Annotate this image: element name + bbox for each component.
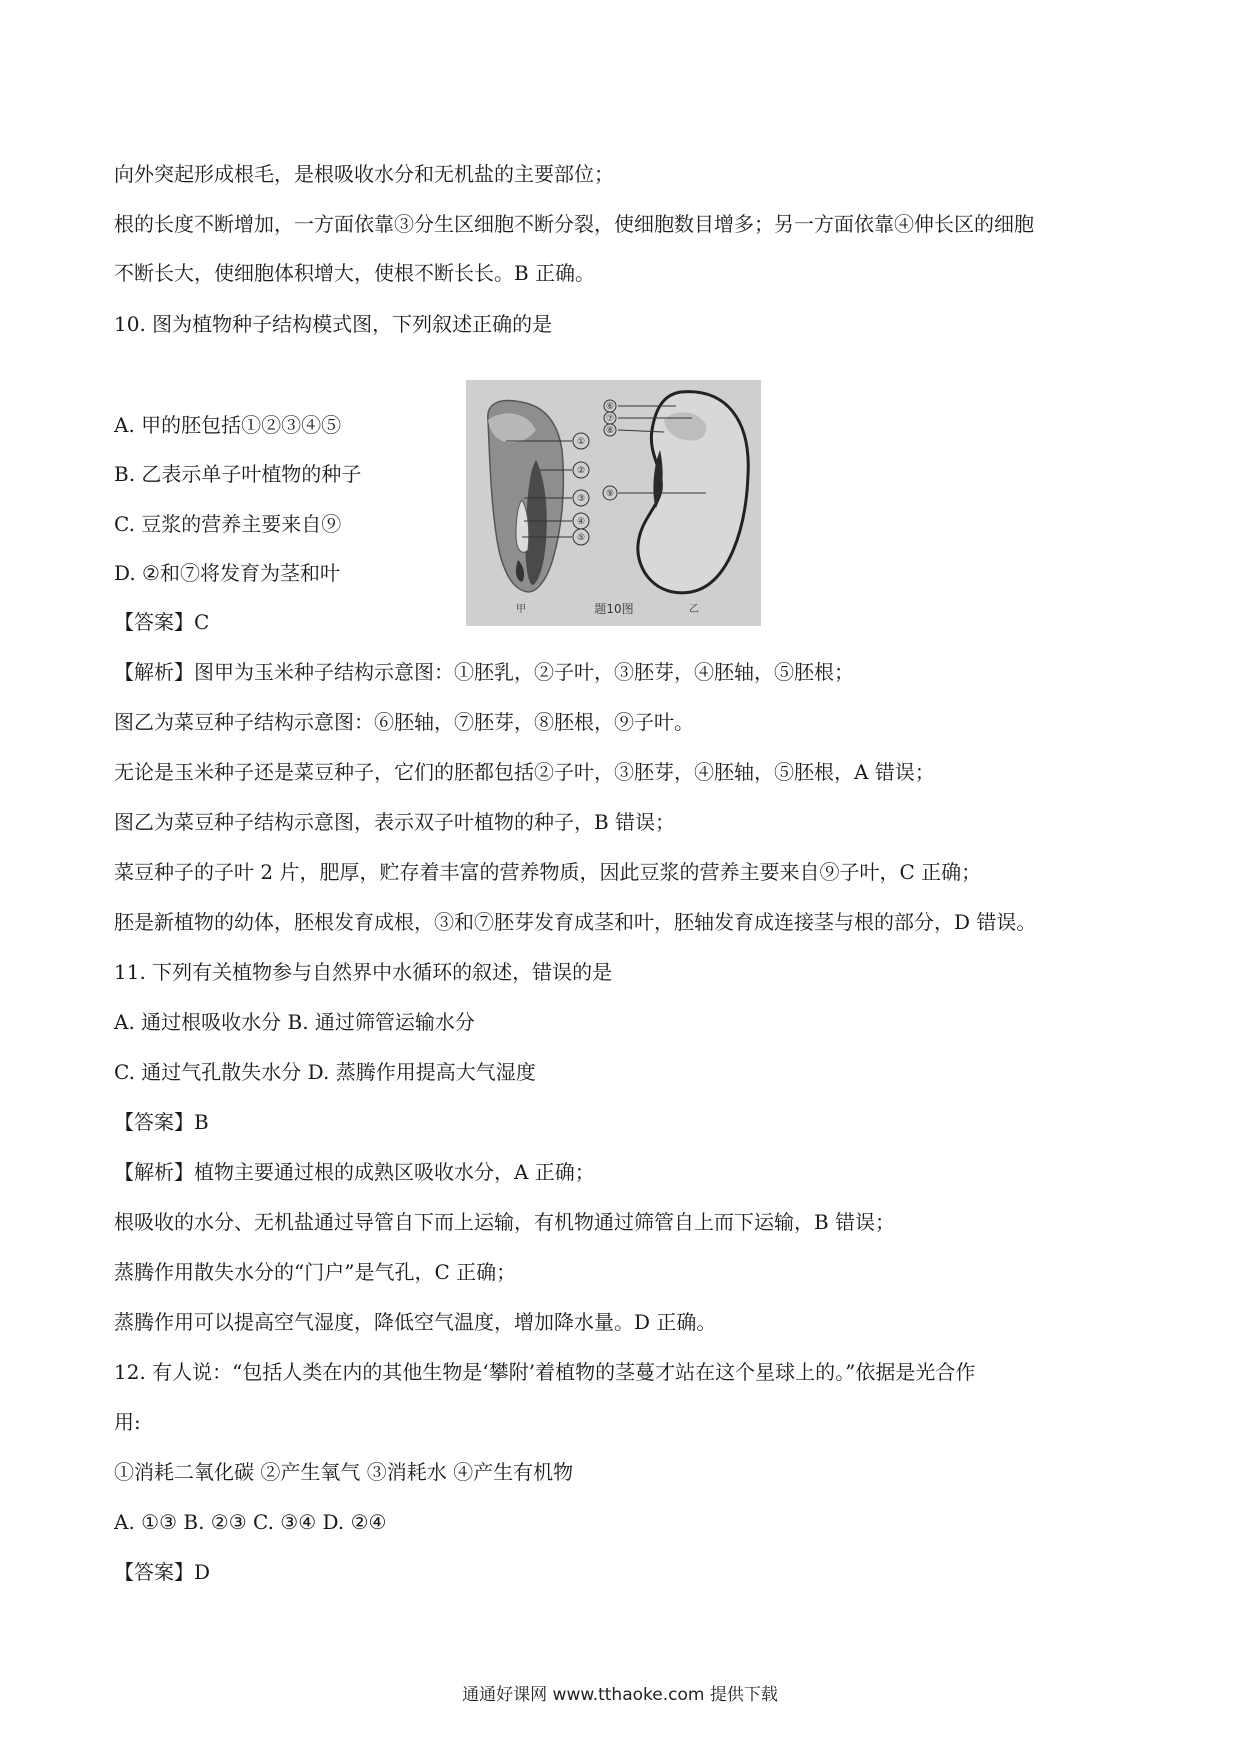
q12-answer: 【答案】D <box>114 1560 211 1584</box>
q10-answer: 【答案】C <box>114 610 210 634</box>
q10-option-d: D. ②和⑦将发育为茎和叶 <box>114 561 340 585</box>
label-1: ① <box>576 437 586 447</box>
label-yi: 乙 <box>689 604 699 615</box>
label-6: ⑥ <box>605 402 615 412</box>
label-jia: 甲 <box>516 604 526 615</box>
q11-answer: 【答案】B <box>114 1110 209 1134</box>
page-footer: 通通好课网 www.tthaoke.com 提供下载 <box>462 1685 778 1705</box>
q10-option-a: A. 甲的胚包括①②③④⑤ <box>114 413 342 437</box>
q10-analysis-2: 图乙为菜豆种子结构示意图：⑥胚轴，⑦胚芽，⑧胚根，⑨子叶。 <box>114 710 694 734</box>
label-2: ② <box>576 466 586 476</box>
q10-analysis-1: 【解析】图甲为玉米种子结构示意图：①胚乳，②子叶，③胚芽，④胚轴，⑤胚根； <box>114 660 854 684</box>
intro-line-1: 向外突起形成根毛，是根吸收水分和无机盐的主要部位； <box>114 162 614 186</box>
label-5: ⑤ <box>576 533 586 543</box>
label-4: ④ <box>576 517 586 527</box>
q11-analysis-3: 蒸腾作用散失水分的“门户”是气孔，C 正确； <box>114 1260 517 1284</box>
q10-option-c: C. 豆浆的营养主要来自⑨ <box>114 512 342 536</box>
intro-line-2: 根的长度不断增加，一方面依靠③分生区细胞不断分裂，使细胞数目增多；另一方面依靠④伸长区的细胞 <box>114 212 1034 236</box>
q11-analysis-1: 【解析】植物主要通过根的成熟区吸收水分，A 正确； <box>114 1160 595 1184</box>
q10-option-b: B. 乙表示单子叶植物的种子 <box>114 462 362 486</box>
seed-diagram <box>466 380 761 626</box>
question-12-stem-1: 12. 有人说：“包括人类在内的其他生物是‘攀附’着植物的茎蔓才站在这个星球上的。”依据是光合作 <box>114 1360 976 1384</box>
label-9: ⑨ <box>605 489 615 499</box>
question-12-stem-2: 用: <box>114 1410 141 1434</box>
q10-analysis-5: 菜豆种子的子叶 2 片，肥厚，贮存着丰富的营养物质，因此豆浆的营养主要来自⑨子叶，C 正确； <box>114 860 982 884</box>
q12-options: A. ①③ B. ②③ C. ③④ D. ②④ <box>114 1510 387 1534</box>
label-8: ⑧ <box>605 426 615 436</box>
q10-analysis-3: 无论是玉米种子还是菜豆种子，它们的胚都包括②子叶，③胚芽，④胚轴，⑤胚根，A 错误； <box>114 760 935 784</box>
question-10-stem: 10. 图为植物种子结构模式图，下列叙述正确的是 <box>114 312 553 336</box>
q11-analysis-4: 蒸腾作用可以提高空气湿度，降低空气温度，增加降水量。D 正确。 <box>114 1310 717 1334</box>
q10-analysis-4: 图乙为菜豆种子结构示意图，表示双子叶植物的种子，B 错误； <box>114 810 676 834</box>
figure-caption: 题10图 <box>594 602 634 616</box>
seed-structure-figure <box>466 380 761 626</box>
label-3: ③ <box>576 494 586 504</box>
question-11-stem: 11. 下列有关植物参与自然界中水循环的叙述，错误的是 <box>114 960 613 984</box>
label-7: ⑦ <box>605 414 615 424</box>
intro-line-3: 不断长大，使细胞体积增大，使根不断长长。B 正确。 <box>114 261 596 285</box>
q11-analysis-2: 根吸收的水分、无机盐通过导管自下而上运输，有机物通过筛管自上而下运输，B 错误； <box>114 1210 896 1234</box>
q12-items: ①消耗二氧化碳 ②产生氧气 ③消耗水 ④产生有机物 <box>114 1460 574 1484</box>
q11-options-row-2: C. 通过气孔散失水分 D. 蒸腾作用提高大气湿度 <box>114 1060 536 1084</box>
q11-options-row-1: A. 通过根吸收水分 B. 通过筛管运输水分 <box>114 1010 475 1034</box>
q10-analysis-6: 胚是新植物的幼体，胚根发育成根，③和⑦胚芽发育成茎和叶，胚轴发育成连接茎与根的部分，D 错误。 <box>114 910 1037 934</box>
